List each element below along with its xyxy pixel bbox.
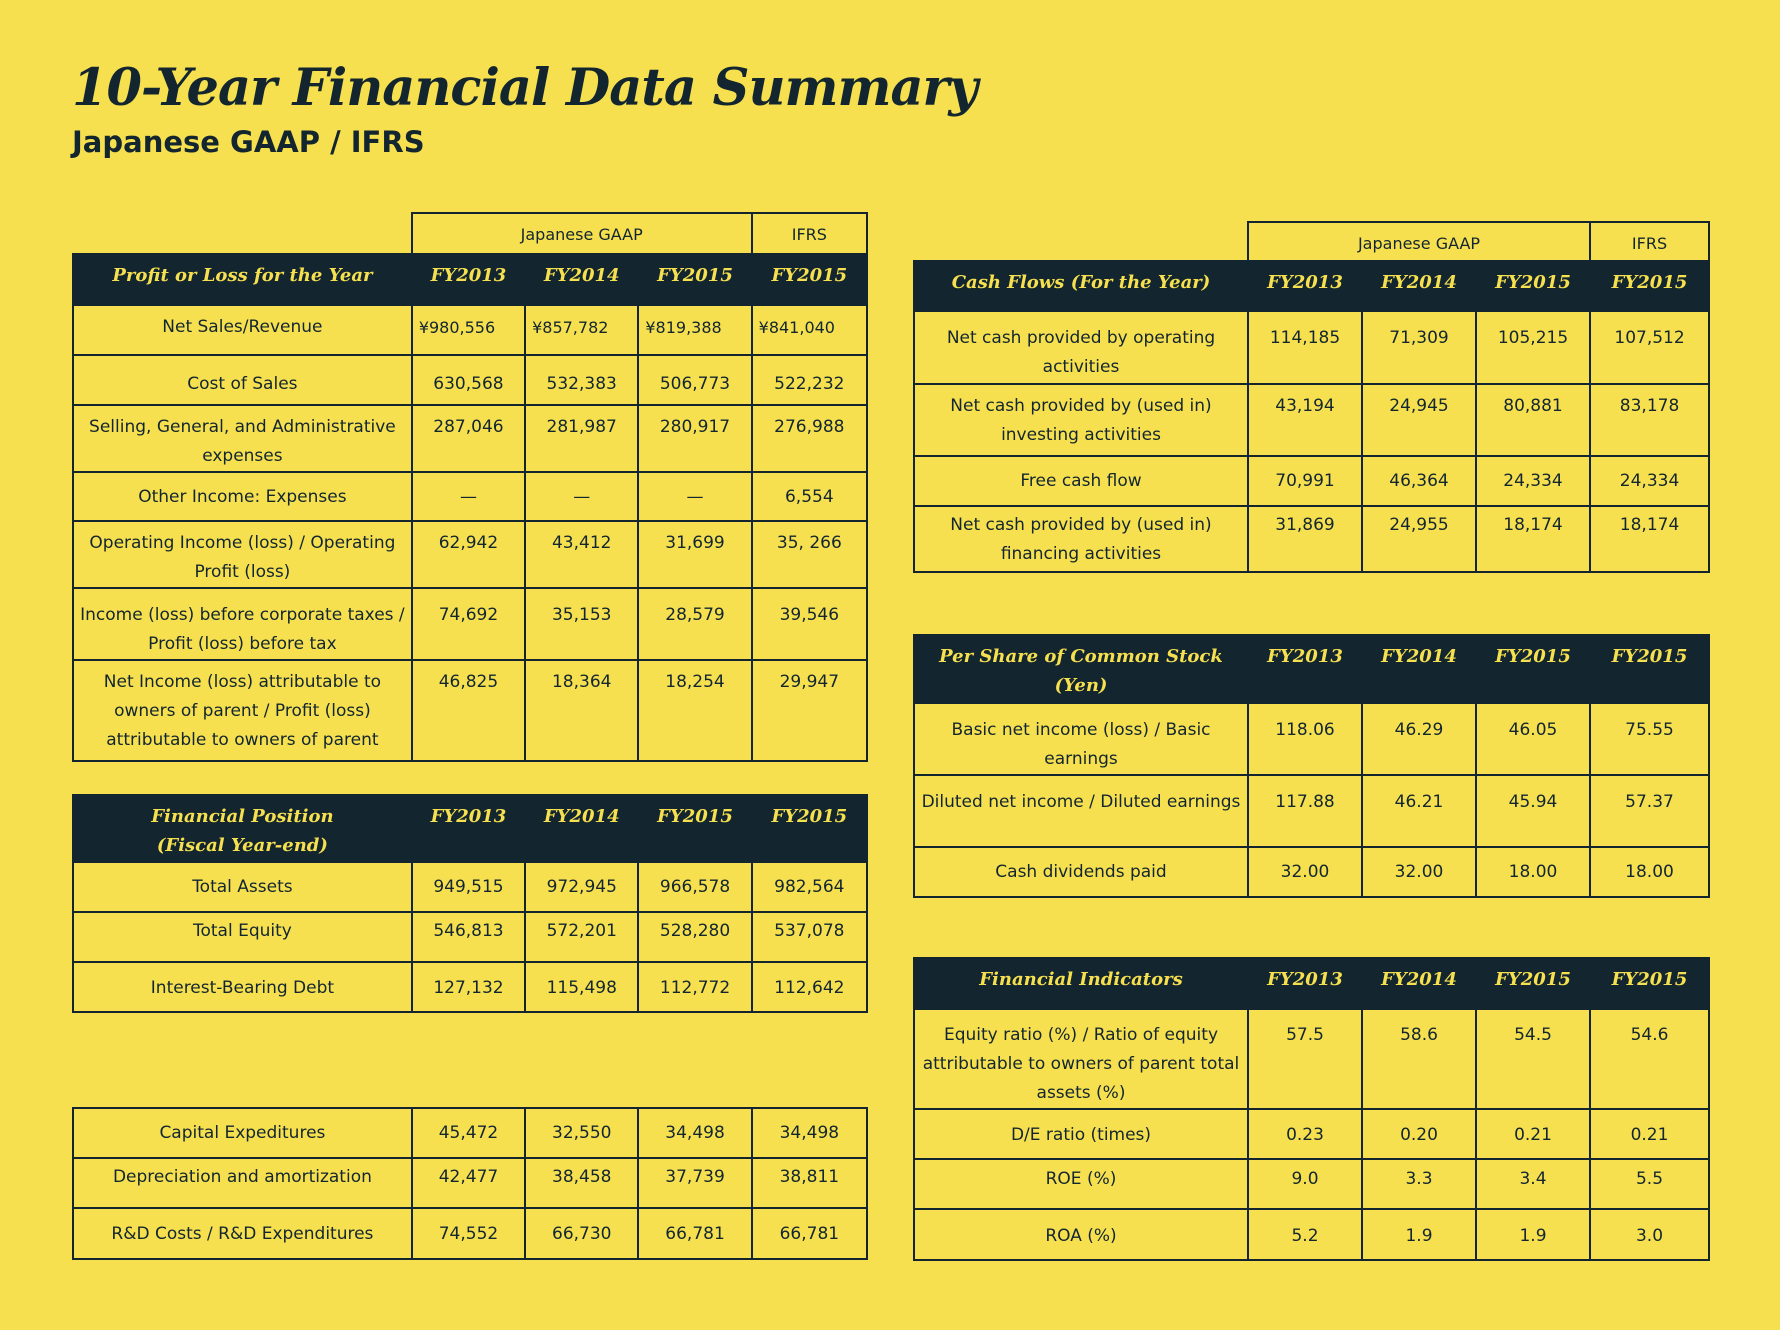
cell-value: 39,546	[752, 588, 867, 660]
blank-cell	[914, 222, 1248, 261]
table-row	[73, 305, 867, 355]
blank-cell	[73, 213, 412, 254]
cell-value: 966,578	[638, 862, 751, 912]
column-header: FY2013	[1248, 635, 1362, 703]
cell-value: 57.5	[1248, 1009, 1362, 1109]
cell-value: 117.88	[1248, 775, 1362, 847]
cell-value: 38,458	[525, 1158, 638, 1208]
cell-value: ¥819,388	[638, 305, 751, 355]
column-header: FY2013	[412, 254, 525, 305]
cell-value: 127,132	[412, 962, 525, 1012]
table-header-row	[914, 261, 1709, 311]
cell-value: 3.3	[1362, 1159, 1476, 1209]
row-label: Total Assets	[73, 862, 412, 912]
table-header-row	[73, 254, 867, 305]
cell-value: 949,515	[412, 862, 525, 912]
cell-value: 62,942	[412, 521, 525, 588]
cell-value: 74,692	[412, 588, 525, 660]
page-title: 10-Year Financial Data Summary	[72, 58, 978, 118]
cell-value: 38,811	[752, 1158, 867, 1208]
per-share-table	[913, 634, 1710, 898]
table-row	[914, 384, 1709, 456]
cell-value: 982,564	[752, 862, 867, 912]
column-header: FY2014	[1362, 261, 1476, 311]
section-heading: Per Share of Common Stock (Yen)	[914, 635, 1248, 703]
cell-value: ¥980,556	[412, 305, 525, 355]
cell-value: 532,383	[525, 355, 638, 405]
row-label: Total Equity	[73, 912, 412, 962]
cell-value: 34,498	[752, 1108, 867, 1158]
row-label: Net cash provided by (used in) investing activities	[914, 384, 1248, 456]
table-row	[73, 962, 867, 1012]
cell-value: 24,945	[1362, 384, 1476, 456]
column-header: FY2015	[1476, 635, 1590, 703]
gaap-group-label: Japanese GAAP	[1248, 222, 1590, 261]
cell-value: 28,579	[638, 588, 751, 660]
cell-value: 83,178	[1590, 384, 1709, 456]
cell-value: 35,153	[525, 588, 638, 660]
column-header: FY2015	[752, 795, 867, 862]
cell-value: 1.9	[1476, 1209, 1590, 1260]
cell-value: 18,364	[525, 660, 638, 761]
section-heading: Cash Flows (For the Year)	[914, 261, 1248, 311]
column-header: FY2013	[412, 795, 525, 862]
table-row	[914, 1209, 1709, 1260]
cell-value: 276,988	[752, 405, 867, 472]
cell-value: 9.0	[1248, 1159, 1362, 1209]
column-header: FY2014	[1362, 635, 1476, 703]
table-header-row	[914, 635, 1709, 703]
cell-value: 43,412	[525, 521, 638, 588]
cell-value: 546,813	[412, 912, 525, 962]
table-row	[914, 847, 1709, 897]
gaap-group-label: Japanese GAAP	[412, 213, 752, 254]
row-label: Capital Expeditures	[73, 1108, 412, 1158]
cell-value: 3.4	[1476, 1159, 1590, 1209]
cell-value: 105,215	[1476, 311, 1590, 384]
table-row	[73, 355, 867, 405]
cell-value: 70,991	[1248, 456, 1362, 506]
cell-value: 118.06	[1248, 703, 1362, 775]
cell-value: 35, 266	[752, 521, 867, 588]
row-label: R&D Costs / R&D Expenditures	[73, 1208, 412, 1259]
row-label: Net cash provided by operating activities	[914, 311, 1248, 384]
financial-indicators-table	[913, 957, 1710, 1261]
cell-value: 74,552	[412, 1208, 525, 1259]
column-header: FY2015	[1590, 958, 1709, 1009]
cell-value: 31,869	[1248, 506, 1362, 572]
row-label: ROA (%)	[914, 1209, 1248, 1260]
row-label: Net cash provided by (used in) financing activities	[914, 506, 1248, 572]
cell-value: 45,472	[412, 1108, 525, 1158]
table-row	[914, 1109, 1709, 1159]
cell-value: 24,955	[1362, 506, 1476, 572]
financial-position-table	[72, 794, 868, 1013]
table-row	[73, 660, 867, 761]
row-label: Depreciation and amortization	[73, 1158, 412, 1208]
cell-value: 280,917	[638, 405, 751, 472]
cell-value: 66,730	[525, 1208, 638, 1259]
cell-value: —	[638, 472, 751, 521]
cash-flows-table	[913, 221, 1710, 573]
cell-value: 537,078	[752, 912, 867, 962]
cell-value: —	[525, 472, 638, 521]
cell-value: 0.23	[1248, 1109, 1362, 1159]
table-row	[914, 1009, 1709, 1109]
cell-value: 46.29	[1362, 703, 1476, 775]
cell-value: 630,568	[412, 355, 525, 405]
cell-value: 112,642	[752, 962, 867, 1012]
column-header: FY2015	[752, 254, 867, 305]
cell-value: 522,232	[752, 355, 867, 405]
cell-value: 75.55	[1590, 703, 1709, 775]
column-header: FY2015	[1476, 958, 1590, 1009]
cell-value: 46,364	[1362, 456, 1476, 506]
table-row	[73, 1108, 867, 1158]
cell-value: 24,334	[1476, 456, 1590, 506]
cell-value: 0.21	[1476, 1109, 1590, 1159]
profit-loss-table	[72, 212, 868, 762]
row-label: Cash dividends paid	[914, 847, 1248, 897]
column-header: FY2015	[1476, 261, 1590, 311]
cell-value: 66,781	[752, 1208, 867, 1259]
ifrs-group-label: IFRS	[1590, 222, 1709, 261]
table-header-row	[73, 795, 867, 862]
row-label: Equity ratio (%) / Ratio of equity attributable to owners of parent total assets (%)	[914, 1009, 1248, 1109]
cell-value: ¥841,040	[752, 305, 867, 355]
cell-value: 114,185	[1248, 311, 1362, 384]
row-label: Diluted net income / Diluted earnings	[914, 775, 1248, 847]
ifrs-group-label: IFRS	[752, 213, 867, 254]
row-label: Other Income: Expenses	[73, 472, 412, 521]
table-row	[73, 1158, 867, 1208]
cell-value: 107,512	[1590, 311, 1709, 384]
cell-value: 54.6	[1590, 1009, 1709, 1109]
row-label: Operating Income (loss) / Operating Profit (loss)	[73, 521, 412, 588]
cell-value: 29,947	[752, 660, 867, 761]
cell-value: 66,781	[638, 1208, 751, 1259]
cell-value: 506,773	[638, 355, 751, 405]
cell-value: ¥857,782	[525, 305, 638, 355]
cell-value: 1.9	[1362, 1209, 1476, 1260]
row-label: ROE (%)	[914, 1159, 1248, 1209]
cell-value: 54.5	[1476, 1009, 1590, 1109]
table-row	[73, 862, 867, 912]
row-label: Net Sales/Revenue	[73, 305, 412, 355]
cell-value: 57.37	[1590, 775, 1709, 847]
table-header-row	[914, 958, 1709, 1009]
cell-value: 58.6	[1362, 1009, 1476, 1109]
section-heading: Financial Indicators	[914, 958, 1248, 1009]
group-header-row	[914, 222, 1709, 261]
cell-value: 46.05	[1476, 703, 1590, 775]
section-heading-line: (Fiscal Year-end)	[156, 835, 328, 856]
cell-value: 112,772	[638, 962, 751, 1012]
row-label: Free cash flow	[914, 456, 1248, 506]
row-label: D/E ratio (times)	[914, 1109, 1248, 1159]
table-row	[73, 472, 867, 521]
table-row	[914, 311, 1709, 384]
table-row	[914, 703, 1709, 775]
cell-value: 18,254	[638, 660, 751, 761]
group-header-row	[73, 213, 867, 254]
cell-value: 42,477	[412, 1158, 525, 1208]
table-row	[73, 588, 867, 660]
cell-value: 31,699	[638, 521, 751, 588]
cell-value: 6,554	[752, 472, 867, 521]
section-heading	[73, 795, 412, 862]
cell-value: 46,825	[412, 660, 525, 761]
section-heading-line: Financial Position	[151, 806, 334, 827]
table-row	[914, 506, 1709, 572]
cell-value: 71,309	[1362, 311, 1476, 384]
table-row	[914, 1159, 1709, 1209]
column-header: FY2015	[638, 795, 751, 862]
cell-value: 46.21	[1362, 775, 1476, 847]
table-row	[73, 521, 867, 588]
cell-value: 18.00	[1476, 847, 1590, 897]
row-label: Interest-Bearing Debt	[73, 962, 412, 1012]
row-label: Net Income (loss) attributable to owners of parent / Profit (loss) attributable to owners of parent	[73, 660, 412, 761]
cell-value: 18.00	[1590, 847, 1709, 897]
cell-value: 45.94	[1476, 775, 1590, 847]
cell-value: 5.2	[1248, 1209, 1362, 1260]
cell-value: 43,194	[1248, 384, 1362, 456]
cell-value: 528,280	[638, 912, 751, 962]
cell-value: 3.0	[1590, 1209, 1709, 1260]
cell-value: —	[412, 472, 525, 521]
cell-value: 32.00	[1362, 847, 1476, 897]
row-label: Selling, General, and Administrative expenses	[73, 405, 412, 472]
table-row	[73, 405, 867, 472]
row-label: Cost of Sales	[73, 355, 412, 405]
column-header: FY2013	[1248, 261, 1362, 311]
cell-value: 572,201	[525, 912, 638, 962]
cell-value: 18,174	[1476, 506, 1590, 572]
page-subtitle: Japanese GAAP / IFRS	[72, 125, 425, 159]
column-header: FY2015	[638, 254, 751, 305]
cell-value: 287,046	[412, 405, 525, 472]
table-row	[914, 775, 1709, 847]
table-row	[914, 456, 1709, 506]
row-label: Basic net income (loss) / Basic earnings	[914, 703, 1248, 775]
cell-value: 0.20	[1362, 1109, 1476, 1159]
cell-value: 37,739	[638, 1158, 751, 1208]
column-header: FY2014	[525, 795, 638, 862]
cell-value: 32.00	[1248, 847, 1362, 897]
cell-value: 972,945	[525, 862, 638, 912]
row-label: Income (loss) before corporate taxes / Profit (loss) before tax	[73, 588, 412, 660]
cell-value: 34,498	[638, 1108, 751, 1158]
capex-table	[72, 1107, 868, 1260]
column-header: FY2015	[1590, 635, 1709, 703]
cell-value: 0.21	[1590, 1109, 1709, 1159]
cell-value: 80,881	[1476, 384, 1590, 456]
cell-value: 5.5	[1590, 1159, 1709, 1209]
cell-value: 24,334	[1590, 456, 1709, 506]
column-header: FY2014	[1362, 958, 1476, 1009]
cell-value: 32,550	[525, 1108, 638, 1158]
column-header: FY2015	[1590, 261, 1709, 311]
cell-value: 281,987	[525, 405, 638, 472]
cell-value: 115,498	[525, 962, 638, 1012]
column-header: FY2013	[1248, 958, 1362, 1009]
section-heading: Profit or Loss for the Year	[73, 254, 412, 305]
table-row	[73, 912, 867, 962]
cell-value: 18,174	[1590, 506, 1709, 572]
table-row	[73, 1208, 867, 1259]
column-header: FY2014	[525, 254, 638, 305]
